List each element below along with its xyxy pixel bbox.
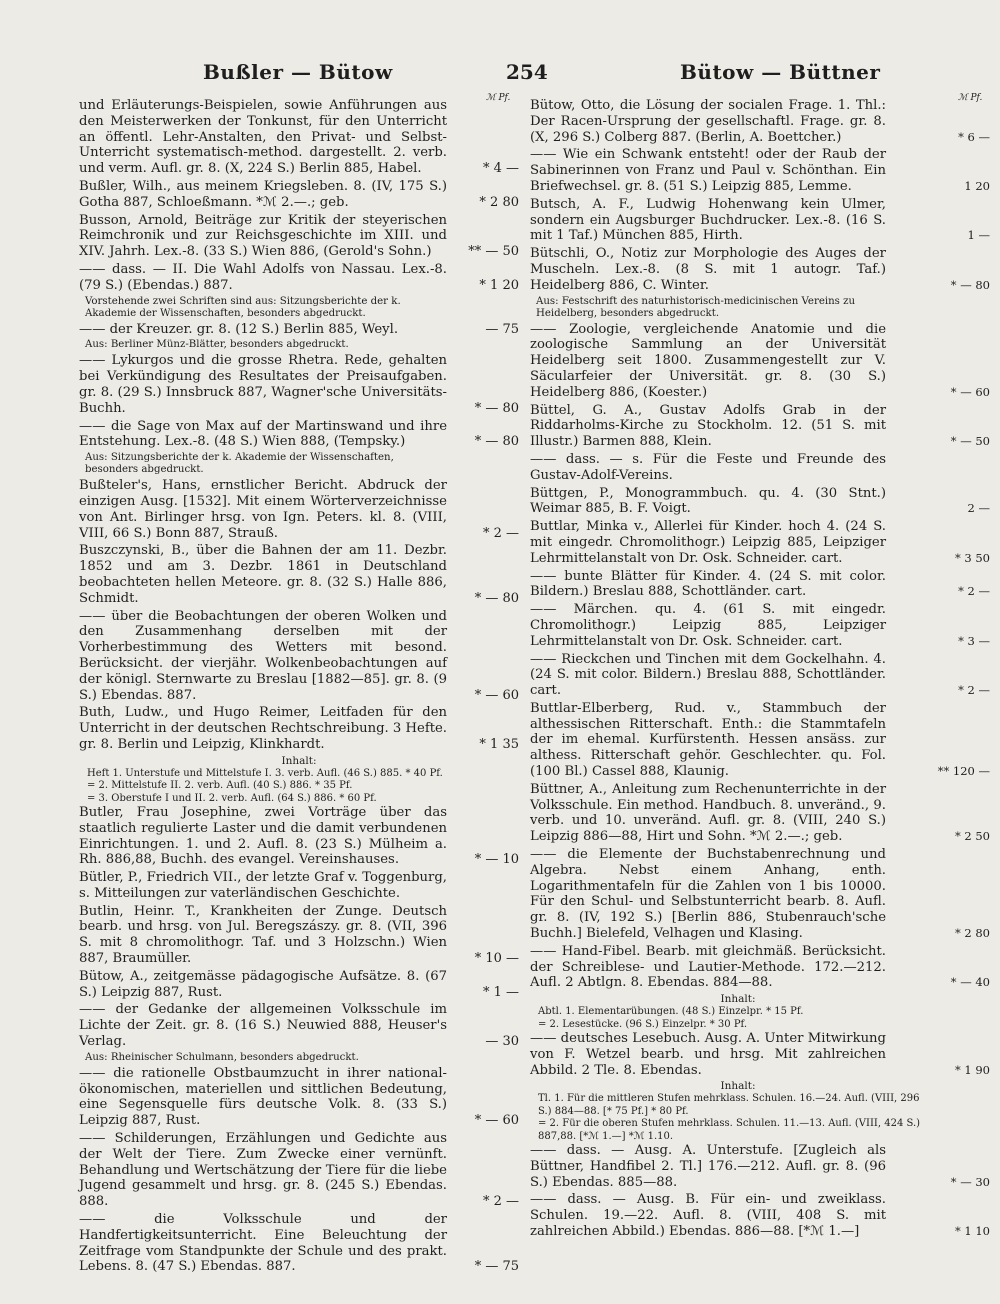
bibliography-entry bbox=[79, 870, 519, 902]
currency-label-left: ℳ Pf. bbox=[486, 93, 511, 103]
entry-price: * — 80 bbox=[474, 434, 519, 450]
left-column bbox=[79, 98, 519, 1277]
bibliography-entry bbox=[79, 904, 519, 967]
entry-text: Bußler, Wilh., aus meinem Kriegsleben. 8. (IV, 175 S.) Gotha 887, Schloeßmann. *ℳ 2.—.; geb. bbox=[79, 178, 447, 210]
entry-price: * — 60 bbox=[474, 1113, 519, 1129]
entry-text: —— dass. — Ausg. B. Für ein- und zweiklass. Schulen. 19.—22. Aufl. 8. (VIII, 408 S. mit zahlreichen Abbild.) Ebendas. 886—88. [*ℳ 1.—] bbox=[530, 1192, 886, 1240]
entry-text: —— Märchen. qu. 4. (61 S. mit eingedr. Chromolithogr.) Leipzig 885, Leipziger Lehrmittelanstalt von Dr. Osk. Schneider. cart. bbox=[530, 602, 886, 649]
entry-price: * 6 — bbox=[958, 129, 990, 144]
entry-price: * — 80 bbox=[950, 277, 990, 292]
entry-text: —— die Volksschule und der Handfertigkeitsunterricht. Eine Beleuchtung der Zeitfrage vom Standpunkte der Schule und des prakt. Lebens. 8. (47 S.) Ebendas. 887. bbox=[79, 1212, 447, 1275]
entry-text: —— dass. — II. Die Wahl Adolfs von Nassau. Lex.-8. (79 S.) (Ebendas.) 887. bbox=[79, 261, 447, 293]
entry-price: * — 50 bbox=[950, 434, 990, 449]
header-right-title: Bütow — Büttner bbox=[680, 60, 881, 84]
entry-note: Aus: Festschrift des naturhistorisch-medicinischen Vereins zu Heidelberg, besonders abgedruckt. bbox=[536, 295, 856, 319]
entry-text: —— die Sage von Max auf der Martinswand und ihre Entstehung. Lex.-8. (48 S.) Wien 888, (Tempsky.) bbox=[79, 418, 447, 450]
entry-text: Büttgen, P., Monogrammbuch. qu. 4. (30 Stnt.) Weimar 885, B. F. Voigt. bbox=[530, 485, 886, 517]
bibliography-entry bbox=[530, 651, 990, 699]
entry-price: * 10 — bbox=[474, 951, 519, 967]
contents-item: = 3. Oberstufe I und II. 2. verb. Aufl. (64 S.) 886. * 60 Pf. bbox=[87, 792, 377, 804]
entry-text: Buszczynski, B., über die Bahnen der am 11. Dezbr. 1852 und am 3. Dezbr. 1861 in Deutschland beobachteten hellen Meteore. gr. 8. (32 S.) Halle 886, Schmidt. bbox=[79, 543, 447, 606]
entry-text: Butsch, A. F., Ludwig Hohenwang kein Ulmer, sondern ein Augsburger Buchdrucker. Lex.-8. (16 S. mit 1 Taf.) München 885, Hirth. bbox=[530, 196, 886, 244]
bibliography-entry bbox=[530, 196, 990, 244]
entry-text: und Erläuterungs-Beispielen, sowie Anführungen aus den Meisterwerken der Tonkunst, für den Unterricht an öffentl. Lehr-Anstalten, den Privat- und Selbst-Unterricht systematisch-method. dargestellt. 2. verb. und verm. Aufl. gr. 8. (X, 224 S.) Berlin 885, Habel. bbox=[79, 98, 447, 177]
contents-heading: Inhalt: bbox=[720, 1080, 756, 1093]
bibliography-entry bbox=[79, 1066, 519, 1129]
entry-price: * — 75 bbox=[474, 1259, 519, 1275]
entry-price: * 1 20 bbox=[479, 277, 519, 293]
entry-text: Büttel, G. A., Gustav Adolfs Grab in der Riddarholms-Kirche zu Stockholm. 12. (51 S. mit Illustr.) Barmen 888, Klein. bbox=[530, 402, 886, 450]
entry-text: —— Zoologie, vergleichende Anatomie und die zoologische Sammlung an der Universität Heidelberg seit 1800. Zusammengestellt zur V. Säcularfeier der Universität. gr. 8. (30 S.) Heidelberg 886, (Koester.) bbox=[530, 321, 886, 400]
bibliography-entry bbox=[530, 1192, 990, 1240]
entry-text: —— bunte Blätter für Kinder. 4. (24 S. mit color. Bildern.) Breslau 888, Schottländer. cart. bbox=[530, 568, 886, 600]
entry-price: * 4 — bbox=[482, 161, 519, 177]
entry-price: * — 80 bbox=[474, 400, 519, 416]
bibliography-entry bbox=[530, 485, 990, 518]
entry-text: —— die rationelle Obstbaumzucht in ihrer national-ökonomischen, materiellen und sittlichen Bedeutung, eine Segensquelle fürs deutsche Volk. 8. (33 S.) Leipzig 887, Rust. bbox=[79, 1065, 447, 1129]
entry-price: * 2 50 bbox=[954, 829, 990, 844]
entry-text: Bußteler's, Hans, ernstlicher Bericht. Abdruck der einzigen Ausg. [1532]. Mit einem Wörterverzeichnisse von Ant. Birlinger hrsg. von Ign. Peters. kl. 8. (VIII, VIII, 66 S.) Bonn 887, Strauß. bbox=[79, 478, 447, 541]
bibliography-entry bbox=[530, 781, 990, 845]
bibliography-entry bbox=[530, 519, 990, 566]
entry-text: Buttlar-Elberberg, Rud. v., Stammbuch der althessischen Ritterschaft. Enth.: die Stammtafeln der im ehemal. Kurfürstenth. Hessen ansäss. zur althess. Ritterschaft gehör. Geschlechter. qu. Fol. (100 Bl.) Cassel 888, Klaunig. bbox=[530, 700, 886, 780]
entry-price: * — 10 bbox=[474, 852, 519, 868]
entry-text: —— Hand-Fibel. Bearb. mit gleichmäß. Berücksicht. der Schreiblese- und Lautier-Methode. 172.—212. Aufl. 2 Abtlgn. 8. Ebendas. 884—88. bbox=[530, 943, 886, 991]
entry-text: —— deutsches Lesebuch. Ausg. A. Unter Mitwirkung von F. Wetzel bearb. und hrsg. Mit zahlreichen Abbild. 2 Tle. 8. Ebendas. bbox=[530, 1031, 886, 1078]
entry-text: —— Rieckchen und Tinchen mit dem Gockelhahn. 4. (24 S. mit color. Bildern.) Breslau 888, Schottländer. cart. bbox=[530, 651, 886, 699]
bibliography-entry bbox=[530, 246, 990, 293]
entry-note: Aus: Sitzungsberichte der k. Akademie der Wissenschaften, besonders abgedruckt. bbox=[85, 452, 394, 476]
entry-price: * 3 50 bbox=[954, 550, 990, 565]
bibliography-entry bbox=[530, 943, 990, 991]
entry-text: Busson, Arnold, Beiträge zur Kritik der steyerischen Reimchronik und zur Reichsgeschichte im XIII. und XIV. Jahrh. Lex.-8. (33 S.) Wien 886, (Gerold's Sohn.) bbox=[79, 212, 447, 260]
entry-note: Vorstehende zwei Schriften sind aus: Sitzungsberichte der k. Akademie der Wissenschaften, besonders abgedruckt. bbox=[85, 295, 401, 319]
bibliography-entry bbox=[79, 1212, 519, 1275]
entry-price: — 30 bbox=[485, 1034, 519, 1050]
entry-price: * — 60 bbox=[950, 384, 990, 399]
entry-text: —— der Kreuzer. gr. 8. (12 S.) Berlin 885, Weyl. bbox=[79, 321, 399, 337]
entry-price: * 1 10 bbox=[954, 1224, 990, 1239]
bibliography-entry bbox=[530, 847, 990, 942]
entry-text: Bütschli, O., Notiz zur Morphologie des Auges der Muscheln. Lex.-8. (8 S. mit 1 autogr. Taf.) Heidelberg 886, C. Winter. bbox=[530, 246, 886, 293]
bibliography-entry bbox=[79, 543, 519, 606]
entry-price: ** 120 — bbox=[937, 764, 990, 779]
entry-note: Aus: Berliner Münz-Blätter, besonders abgedruckt. bbox=[85, 339, 349, 351]
entry-price: 1 20 bbox=[964, 178, 990, 193]
entry-price: * 1 — bbox=[482, 984, 519, 1000]
bibliography-entry bbox=[530, 1143, 990, 1190]
bibliography-entry bbox=[530, 452, 946, 484]
bibliography-entry bbox=[79, 705, 519, 752]
bibliography-entry bbox=[79, 262, 519, 294]
bibliography-entry bbox=[79, 419, 519, 451]
page-number: 254 bbox=[506, 60, 548, 84]
bibliography-entry bbox=[79, 609, 519, 704]
entry-text: —— Wie ein Schwank entsteht! oder der Raub der Sabinerinnen von Franz und Paul v. Schönthan. Ein Briefwechsel. gr. 8. (51 S.) Leipzig 885, Lemme. bbox=[530, 147, 886, 194]
entry-note: Aus: Rheinischer Schulmann, besonders abgedruckt. bbox=[85, 1051, 359, 1063]
entry-text: Bütow, Otto, die Lösung der socialen Frage. 1. Thl.: Der Racen-Ursprung der gesellschaftl. Frage. gr. 8. (X, 296 S.) Colberg 887. (Berlin, A. Boettcher.) bbox=[530, 98, 886, 145]
entry-text: —— der Gedanke der allgemeinen Volksschule im Lichte der Zeit. gr. 8. (16 S.) Neuwied 888, Heuser's Verlag. bbox=[79, 1002, 447, 1050]
bibliography-entry bbox=[79, 969, 519, 1001]
contents-item: = 2. Mittelstufe II. 2. verb. Aufl. (40 S.) 886. * 35 Pf. bbox=[87, 780, 353, 792]
entry-text: —— die Elemente der Buchstabenrechnung und Algebra. Nebst einem Anhang, enth. Logarithmentafeln für die Zahlen von 1 bis 10000. Für den Schul- und Selbstunterricht bearb. 8. Aufl. gr. 8. (IV, 192 S.) [Berlin 886, Stubenrauch'sche Buchh.] Bielefeld, Velhagen und Klasing. bbox=[530, 847, 886, 942]
bibliography-entry bbox=[79, 179, 519, 211]
entry-price: * 2 80 bbox=[479, 194, 519, 210]
entry-text: —— dass. — s. Für die Feste und Freunde des Gustav-Adolf-Vereins. bbox=[530, 451, 886, 483]
entry-price: * 1 35 bbox=[479, 736, 519, 752]
contents-item: = 2. Lesestücke. (96 S.) Einzelpr. * 30 Pf. bbox=[538, 1018, 748, 1030]
entry-price: * 2 — bbox=[958, 584, 990, 599]
entry-text: —— dass. — Ausg. A. Unterstufe. [Zugleich als Büttner, Handfibel 2. Tl.] 176.—212. Aufl. gr. 8. (96 S.) Ebendas. 885—88. bbox=[530, 1143, 886, 1190]
entry-price: * 2 — bbox=[958, 683, 990, 698]
entry-price: 2 — bbox=[967, 501, 990, 516]
entry-text: Buth, Ludw., und Hugo Reimer, Leitfaden für den Unterricht in der deutschen Rechtschreibung. 3 Hefte. gr. 8. Berlin und Leipzig, Klinkhardt. bbox=[79, 705, 447, 752]
entry-price: * — 40 bbox=[950, 975, 990, 990]
entry-text: Buttlar, Minka v., Allerlei für Kinder. hoch 4. (24 S. mit eingedr. Chromolithogr.) Leipzig 885, Leipziger Lehrmittelanstalt von Dr. Osk. Schneider. cart. bbox=[530, 519, 886, 566]
entry-price: * — 80 bbox=[474, 590, 519, 606]
bibliography-entry bbox=[79, 98, 519, 177]
page-header bbox=[0, 60, 1000, 90]
contents-heading: Inhalt: bbox=[281, 754, 317, 767]
bibliography-entry bbox=[530, 700, 990, 780]
entry-price: * 2 — bbox=[482, 525, 519, 541]
entry-text: —— Lykurgos und die grosse Rhetra. Rede, gehalten bei Verkündigung des Resultates der Preisaufgaben. gr. 8. (29 S.) Innsbruck 887, Wagner'sche Universitäts-Buchh. bbox=[79, 353, 447, 416]
entry-price: — 75 bbox=[485, 321, 519, 337]
bibliography-entry bbox=[79, 353, 519, 416]
entry-text: Butler, Frau Josephine, zwei Vorträge über das staatlich regulierte Laster und die damit verbundenen Einrichtungen. 1. und 2. Aufl. 8. (23 S.) Mülheim a. Rh. 886,88, Buchh. des evangel. Vereinshauses. bbox=[79, 804, 447, 868]
contents-item: Abtl. 1. Elementarübungen. (48 S.) Einzelpr. * 15 Pf. bbox=[538, 1006, 804, 1018]
bibliography-entry bbox=[530, 147, 990, 194]
contents-heading: Inhalt: bbox=[720, 993, 756, 1006]
entry-price: 1 — bbox=[967, 228, 990, 243]
entry-text: Butlin, Heinr. T., Krankheiten der Zunge. Deutsch bearb. und hrsg. von Jul. Beregszászy. gr. 8. (VII, 396 S. mit 8 chromolithogr. Taf. und 3 Holzschn.) Wien 887, Braumüller. bbox=[79, 903, 447, 967]
bibliography-entry bbox=[79, 322, 519, 338]
entry-price: * — 30 bbox=[950, 1174, 990, 1189]
entry-text: Bütow, A., zeitgemässe pädagogische Aufsätze. 8. (67 S.) Leipzig 887, Rust. bbox=[79, 968, 447, 1000]
bibliography-entry bbox=[79, 213, 519, 260]
bibliography-entry bbox=[530, 1031, 990, 1078]
entry-text: —— Schilderungen, Erzählungen und Gedichte aus der Welt der Tiere. Zum Zwecke einer vernünft. Behandlung und Wertschätzung der Tiere für die liebe Jugend gesammelt und hrsg. gr. 8. (245 S.) Ebendas. 888. bbox=[79, 1131, 447, 1210]
entry-text: Büttner, A., Anleitung zum Rechenunterrichte in der Volksschule. Ein method. Handbuch. 8. unveränd., 9. verb. und 10. unveränd. Aufl. gr. 8. (VIII, 240 S.) Leipzig 886—88, Hirt und Sohn. *ℳ 2.—.; geb. bbox=[530, 781, 886, 845]
contents-item: Heft 1. Unterstufe und Mittelstufe I. 3. verb. Aufl. (46 S.) 885. * 40 Pf. bbox=[87, 767, 443, 779]
entry-price: * — 60 bbox=[474, 687, 519, 703]
entry-price: * 2 — bbox=[482, 1194, 519, 1210]
currency-label-right: ℳ Pf. bbox=[958, 93, 983, 103]
entry-price: * 3 — bbox=[958, 633, 990, 648]
bibliography-entry bbox=[530, 602, 990, 649]
bibliography-entry bbox=[79, 1131, 519, 1210]
bibliography-entry bbox=[79, 478, 519, 541]
bibliography-entry bbox=[530, 321, 990, 401]
entry-price: * 1 90 bbox=[954, 1062, 990, 1077]
entry-price: * 2 80 bbox=[954, 926, 990, 941]
entry-text: —— über die Beobachtungen der oberen Wolken und den Zusammenhang derselben mit der Vorherbestimmung des Wetters mit besond. Berücksicht. der vierjähr. Wolkenbeobachtungen auf der königl. Sternwarte zu Breslau [1882—85]. gr. 8. (9 S.) Ebendas. 887. bbox=[79, 608, 447, 703]
contents-item: Tl. 1. Für die mittleren Stufen mehrklass. Schulen. 16.—24. Aufl. (VIII, 296 S.) 884—88. [* 75 Pf.] * 80 Pf. bbox=[538, 1093, 920, 1117]
entry-text: Bütler, P., Friedrich VII., der letzte Graf v. Toggenburg, s. Mitteilungen zur vaterländischen Geschichte. bbox=[79, 870, 447, 901]
bibliography-entry bbox=[530, 402, 990, 450]
bibliography-entry bbox=[79, 805, 519, 868]
bibliography-entry bbox=[79, 1002, 519, 1049]
bibliography-entry bbox=[530, 568, 990, 601]
contents-item: = 2. Für die oberen Stufen mehrklass. Schulen. 11.—13. Aufl. (VIII, 424 S.) 887,88. [*ℳ 1.—] *ℳ 1.10. bbox=[538, 1118, 921, 1142]
entry-price: ** — 50 bbox=[468, 244, 519, 260]
header-left-title: Bußler — Bütow bbox=[203, 60, 393, 84]
